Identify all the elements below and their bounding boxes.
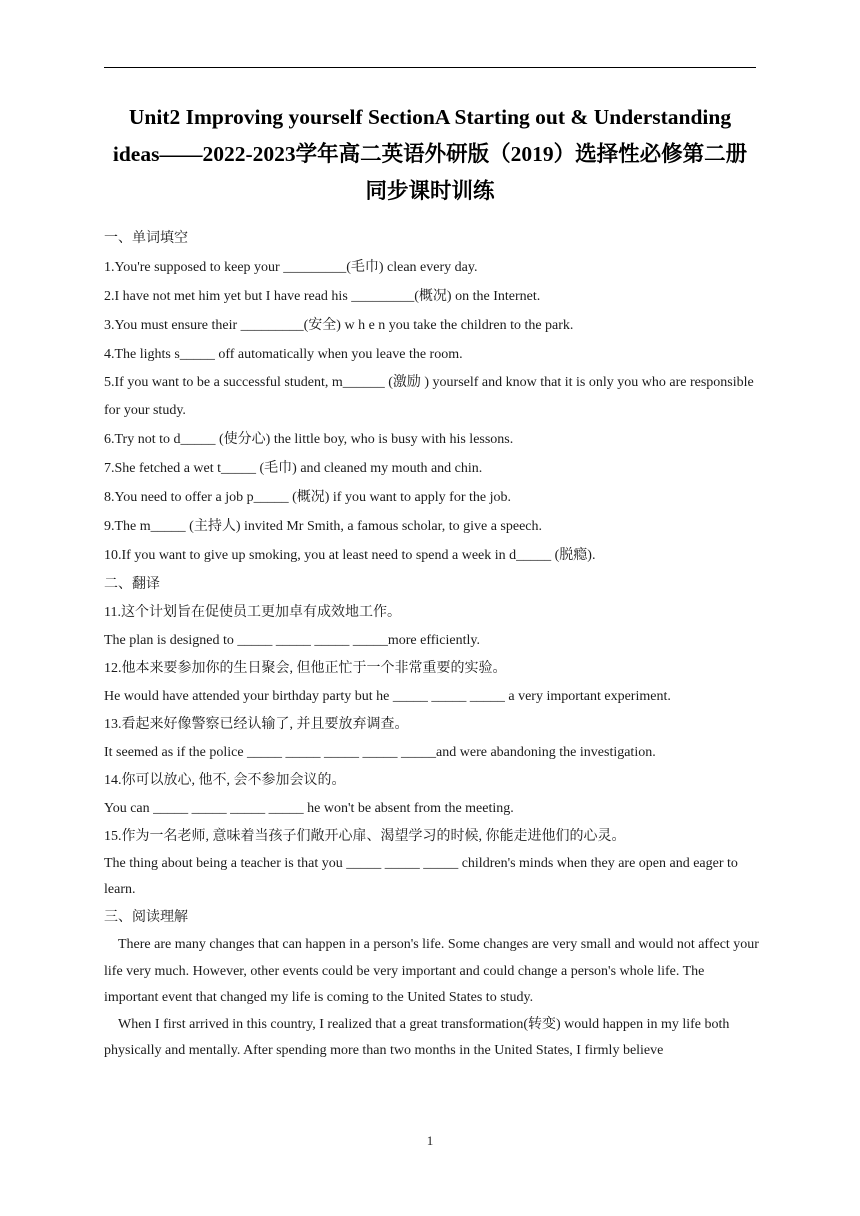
- title-line: ideas——2022-2023学年高二英语外研版（2019）选择性必修第二册: [112, 142, 748, 166]
- vocab-item: 4.The lights s_____ off automatically when you leave the room.: [104, 347, 463, 362]
- reading-paragraph: There are many changes that can happen in a person's life. Some changes are very small and would not affect your life very much. However, other events could be very important and could change a person's whole life. The important event that changed my life is coming to the United States to study.: [104, 937, 759, 1005]
- vocab-item: 5.If you want to be a successful student, m______ (激励 ) yourself and know that it is only you who are responsible for your study.: [104, 375, 754, 418]
- translation-answer-line: It seemed as if the police _____ _____ _____ _____ _____and were abandoning the investigation.: [104, 745, 656, 760]
- section-heading-reading: 三、阅读理解: [104, 910, 188, 925]
- page-number: 1: [426, 1133, 434, 1148]
- translation-answer-line: The thing about being a teacher is that you _____ _____ _____ children's minds when they are open and eager to learn.: [104, 856, 738, 897]
- vocab-item: 3.You must ensure their _________(安全) w h e n you take the children to the park.: [104, 318, 574, 333]
- document-body: [104, 224, 760, 1065]
- vocab-item: 1.You're supposed to keep your _________(毛巾) clean every day.: [104, 260, 478, 275]
- vocab-item: 6.Try not to d_____ (使分心) the little boy, who is busy with his lessons.: [104, 432, 514, 447]
- vocab-item: 9.The m_____ (主持人) invited Mr Smith, a famous scholar, to give a speech.: [104, 519, 543, 534]
- translation-prompt-cn: 12.他本来要参加你的生日聚会, 但他正忙于一个非常重要的实验。: [104, 661, 507, 676]
- translation-answer-line: You can _____ _____ _____ _____ he won't be absent from the meeting.: [104, 801, 514, 816]
- vocab-item: 2.I have not met him yet but I have read his _________(概况) on the Internet.: [104, 289, 541, 304]
- translation-answer-line: He would have attended your birthday party but he _____ _____ _____ a very important experiment.: [104, 689, 671, 704]
- section-heading-translation: 二、翻译: [104, 577, 160, 592]
- title-line: 同步课时训练: [365, 179, 495, 203]
- translation-prompt-cn: 14.你可以放心, 他不, 会不参加会议的。: [104, 773, 346, 788]
- translation-answer-line: The plan is designed to _____ _____ _____ _____more efficiently.: [104, 633, 480, 648]
- vocab-item: 8.You need to offer a job p_____ (概况) if you want to apply for the job.: [104, 490, 511, 505]
- translation-prompt-cn: 15.作为一名老师, 意味着当孩子们敞开心扉、渴望学习的时候, 你能走进他们的心灵。: [104, 829, 626, 844]
- section-heading-vocab: 一、单词填空: [104, 231, 188, 246]
- translation-prompt-cn: 11.这个计划旨在促使员工更加卓有成效地工作。: [104, 605, 401, 620]
- vocab-item: 7.She fetched a wet t_____ (毛巾) and cleaned my mouth and chin.: [104, 461, 483, 476]
- document-title: [60, 99, 800, 210]
- reading-paragraph: When I first arrived in this country, I realized that a great transformation(转变) would happen in my life both physically and mentally. After spending more than two months in the United States, I firmly believe: [104, 1016, 730, 1058]
- header-rule: [104, 67, 756, 68]
- translation-prompt-cn: 13.看起来好像警察已经认输了, 并且要放弃调查。: [104, 717, 409, 732]
- title-line: Unit2 Improving yourself SectionA Starting out & Understanding: [128, 105, 732, 129]
- vocab-item: 10.If you want to give up smoking, you at least need to spend a week in d_____ (脱瘾).: [104, 548, 596, 563]
